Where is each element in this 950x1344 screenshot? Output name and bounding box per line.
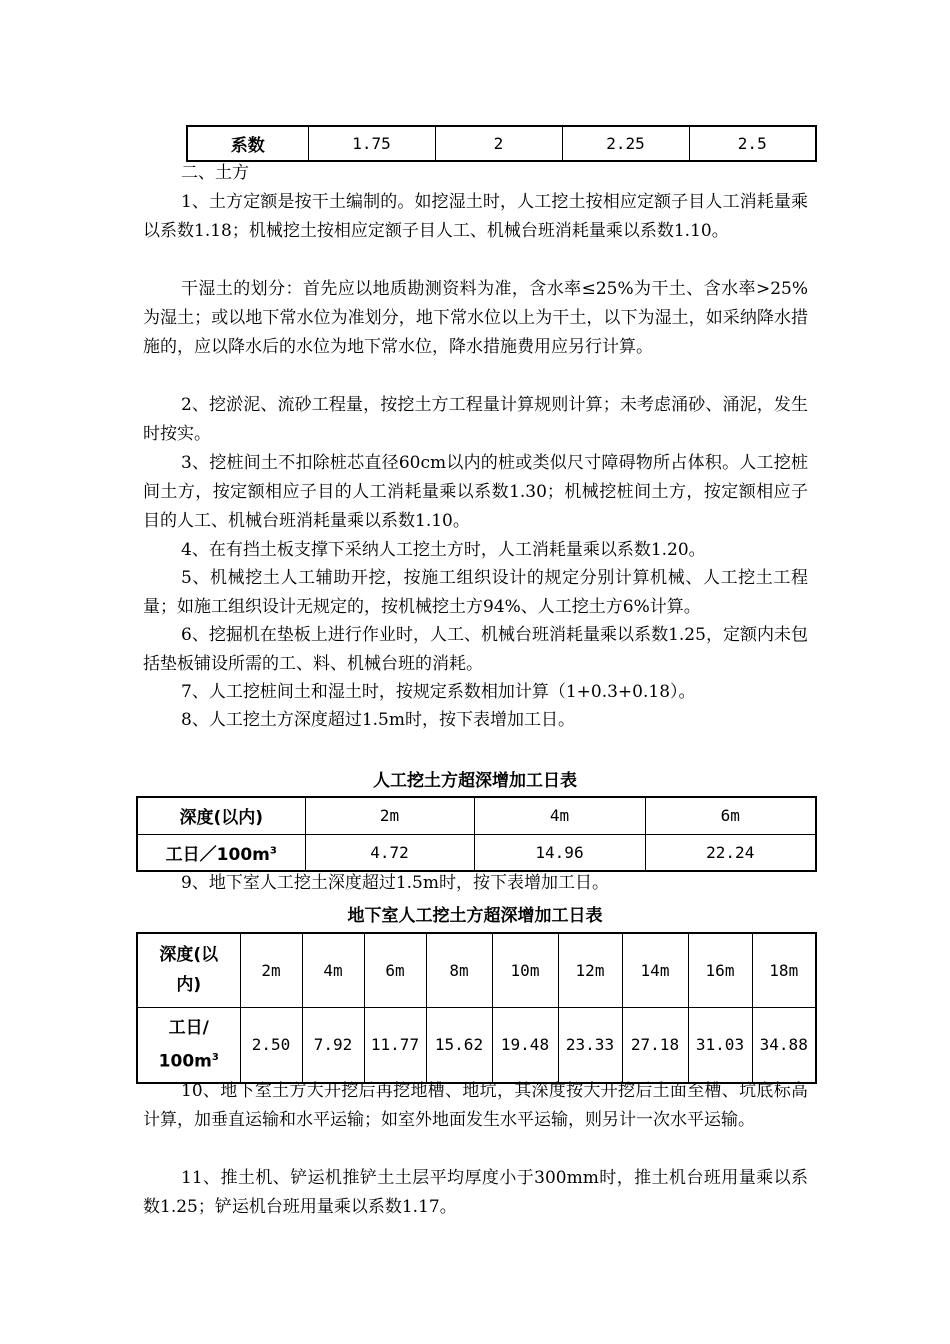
- table2-workday-label-line1: 工日/: [168, 1017, 209, 1038]
- paragraph-7: 6、挖掘机在垫板上进行作业时，人工、机械台班消耗量乘以系数1.25，定额内未包括垫板铺设所需的工、料、机械台班的消耗。: [143, 625, 808, 674]
- table1-depth-row: [137, 797, 816, 834]
- table2-workday-sup: 3: [211, 1051, 219, 1063]
- table1-depth-label: 深度(以内): [137, 797, 305, 834]
- table2-depth-cell: 2m: [240, 933, 302, 1007]
- table2-workday-label: [137, 1007, 240, 1083]
- table2-depth-cell: 16m: [688, 933, 752, 1007]
- table2-depth-cell: 10m: [492, 933, 558, 1007]
- table2-depth-cell: 4m: [302, 933, 364, 1007]
- table2-depth-cell: 18m: [752, 933, 816, 1007]
- table1-depth-cell: 4m: [474, 797, 645, 834]
- coefficient-label: 系数: [187, 126, 308, 161]
- coefficient-value: 2.25: [562, 126, 689, 161]
- table1: [136, 796, 817, 872]
- table2-workday-cell: 19.48: [492, 1007, 558, 1083]
- table1-workday-cell: 22.24: [645, 834, 816, 871]
- table1-workday-cell: 4.72: [305, 834, 474, 871]
- paragraph-5: 4、在有挡土板支撑下采纳人工挖土方时，人工消耗量乘以系数1.20。: [181, 540, 706, 560]
- paragraph-4: 3、挖桩间土不扣除桩芯直径60cm以内的桩或类似尺寸障碍物所占体积。人工挖桩间土方，按定额相应子目的人工消耗量乘以系数1.30；机械挖桩间土方，按定额相应子目的人工、机械台班消耗量乘以系数1.10。: [143, 453, 808, 531]
- table2-workday-label-line2: 100m: [158, 1051, 212, 1072]
- table2-depth-cell: 12m: [558, 933, 622, 1007]
- table2-title: 地下室人工挖土方超深增加工日表: [347, 906, 603, 926]
- table1-depth-cell: 2m: [305, 797, 474, 834]
- table1-depth-cell: 6m: [645, 797, 816, 834]
- table2: [136, 932, 817, 1084]
- coefficient-value: 2: [435, 126, 562, 161]
- table1-title: 人工挖土方超深增加工日表: [373, 771, 577, 791]
- table1-workday-label-text: 工日／100m: [165, 844, 270, 865]
- table1-workday-cell: 14.96: [474, 834, 645, 871]
- table2-workday-cell: 23.33: [558, 1007, 622, 1083]
- table2-depth-label-line2: 内): [176, 975, 202, 996]
- table2-depth-label: [137, 933, 240, 1007]
- paragraph-12: 11、推土机、铲运机推铲土土层平均厚度小于300mm时，推土机台班用量乘以系数1.25；铲运机台班用量乘以系数1.17。: [143, 1168, 808, 1217]
- table1-workday-label: [137, 834, 305, 871]
- paragraph-1: 1、土方定额是按干土编制的。如挖湿土时，人工挖土按相应定额子目人工消耗量乘以系数1.18；机械挖土按相应定额子目人工、机械台班消耗量乘以系数1.10。: [143, 192, 808, 241]
- table2-workday-cell: 15.62: [426, 1007, 492, 1083]
- coefficient-value: 1.75: [308, 126, 435, 161]
- paragraph-10: 9、地下室人工挖土深度超过1.5m时，按下表增加工日。: [181, 873, 609, 893]
- table2-depth-cell: 8m: [426, 933, 492, 1007]
- table1-workday-sup: 3: [269, 845, 277, 857]
- coefficient-value: 2.5: [689, 126, 816, 161]
- table2-depth-row: [137, 933, 816, 1007]
- paragraph-3: 2、挖淤泥、流砂工程量，按挖土方工程量计算规则计算；未考虑涌砂、涌泥，发生时按实。: [143, 395, 808, 444]
- table2-workday-cell: 31.03: [688, 1007, 752, 1083]
- paragraph-6: 5、机械挖土人工辅助开挖，按施工组织设计的规定分别计算机械、人工挖土工程量；如施工组织设计无规定的，按机械挖土方94%、人工挖土方6%计算。: [143, 568, 808, 617]
- paragraph-9: 8、人工挖土方深度超过1.5m时，按下表增加工日。: [181, 710, 575, 730]
- table2-workday-cell: 34.88: [752, 1007, 816, 1083]
- coefficient-row: [187, 126, 816, 161]
- table2-depth-label-line1: 深度(以: [159, 945, 219, 966]
- table2-workday-row: [137, 1007, 816, 1083]
- section-heading: 二、土方: [181, 163, 249, 183]
- table2-workday-cell: 27.18: [622, 1007, 688, 1083]
- table2-workday-cell: 11.77: [364, 1007, 426, 1083]
- table1-workday-row: [137, 834, 816, 871]
- paragraph-2: 干湿土的划分：首先应以地质勘测资料为准，含水率≤25%为干土、含水率>25%为湿土；或以地下常水位为准划分，地下常水位以上为干土，以下为湿土，如采纳降水措施的，应以降水后的水位为地下常水位，降水措施费用应另行计算。: [143, 279, 808, 357]
- table2-depth-cell: 6m: [364, 933, 426, 1007]
- table2-workday-cell: 2.50: [240, 1007, 302, 1083]
- table2-depth-cell: 14m: [622, 933, 688, 1007]
- table2-workday-label-line2-wrap: [138, 1043, 240, 1077]
- paragraph-8: 7、人工挖桩间土和湿土时，按规定系数相加计算（1+0.3+0.18）。: [181, 682, 696, 702]
- table2-workday-cell: 7.92: [302, 1007, 364, 1083]
- coefficient-table: [186, 125, 817, 162]
- paragraph-11: 10、地下室土方大开挖后再挖地槽、地坑，其深度按大开挖后土面至槽、坑底标高计算，加垂直运输和水平运输；如室外地面发生水平运输，则另计一次水平运输。: [143, 1081, 808, 1130]
